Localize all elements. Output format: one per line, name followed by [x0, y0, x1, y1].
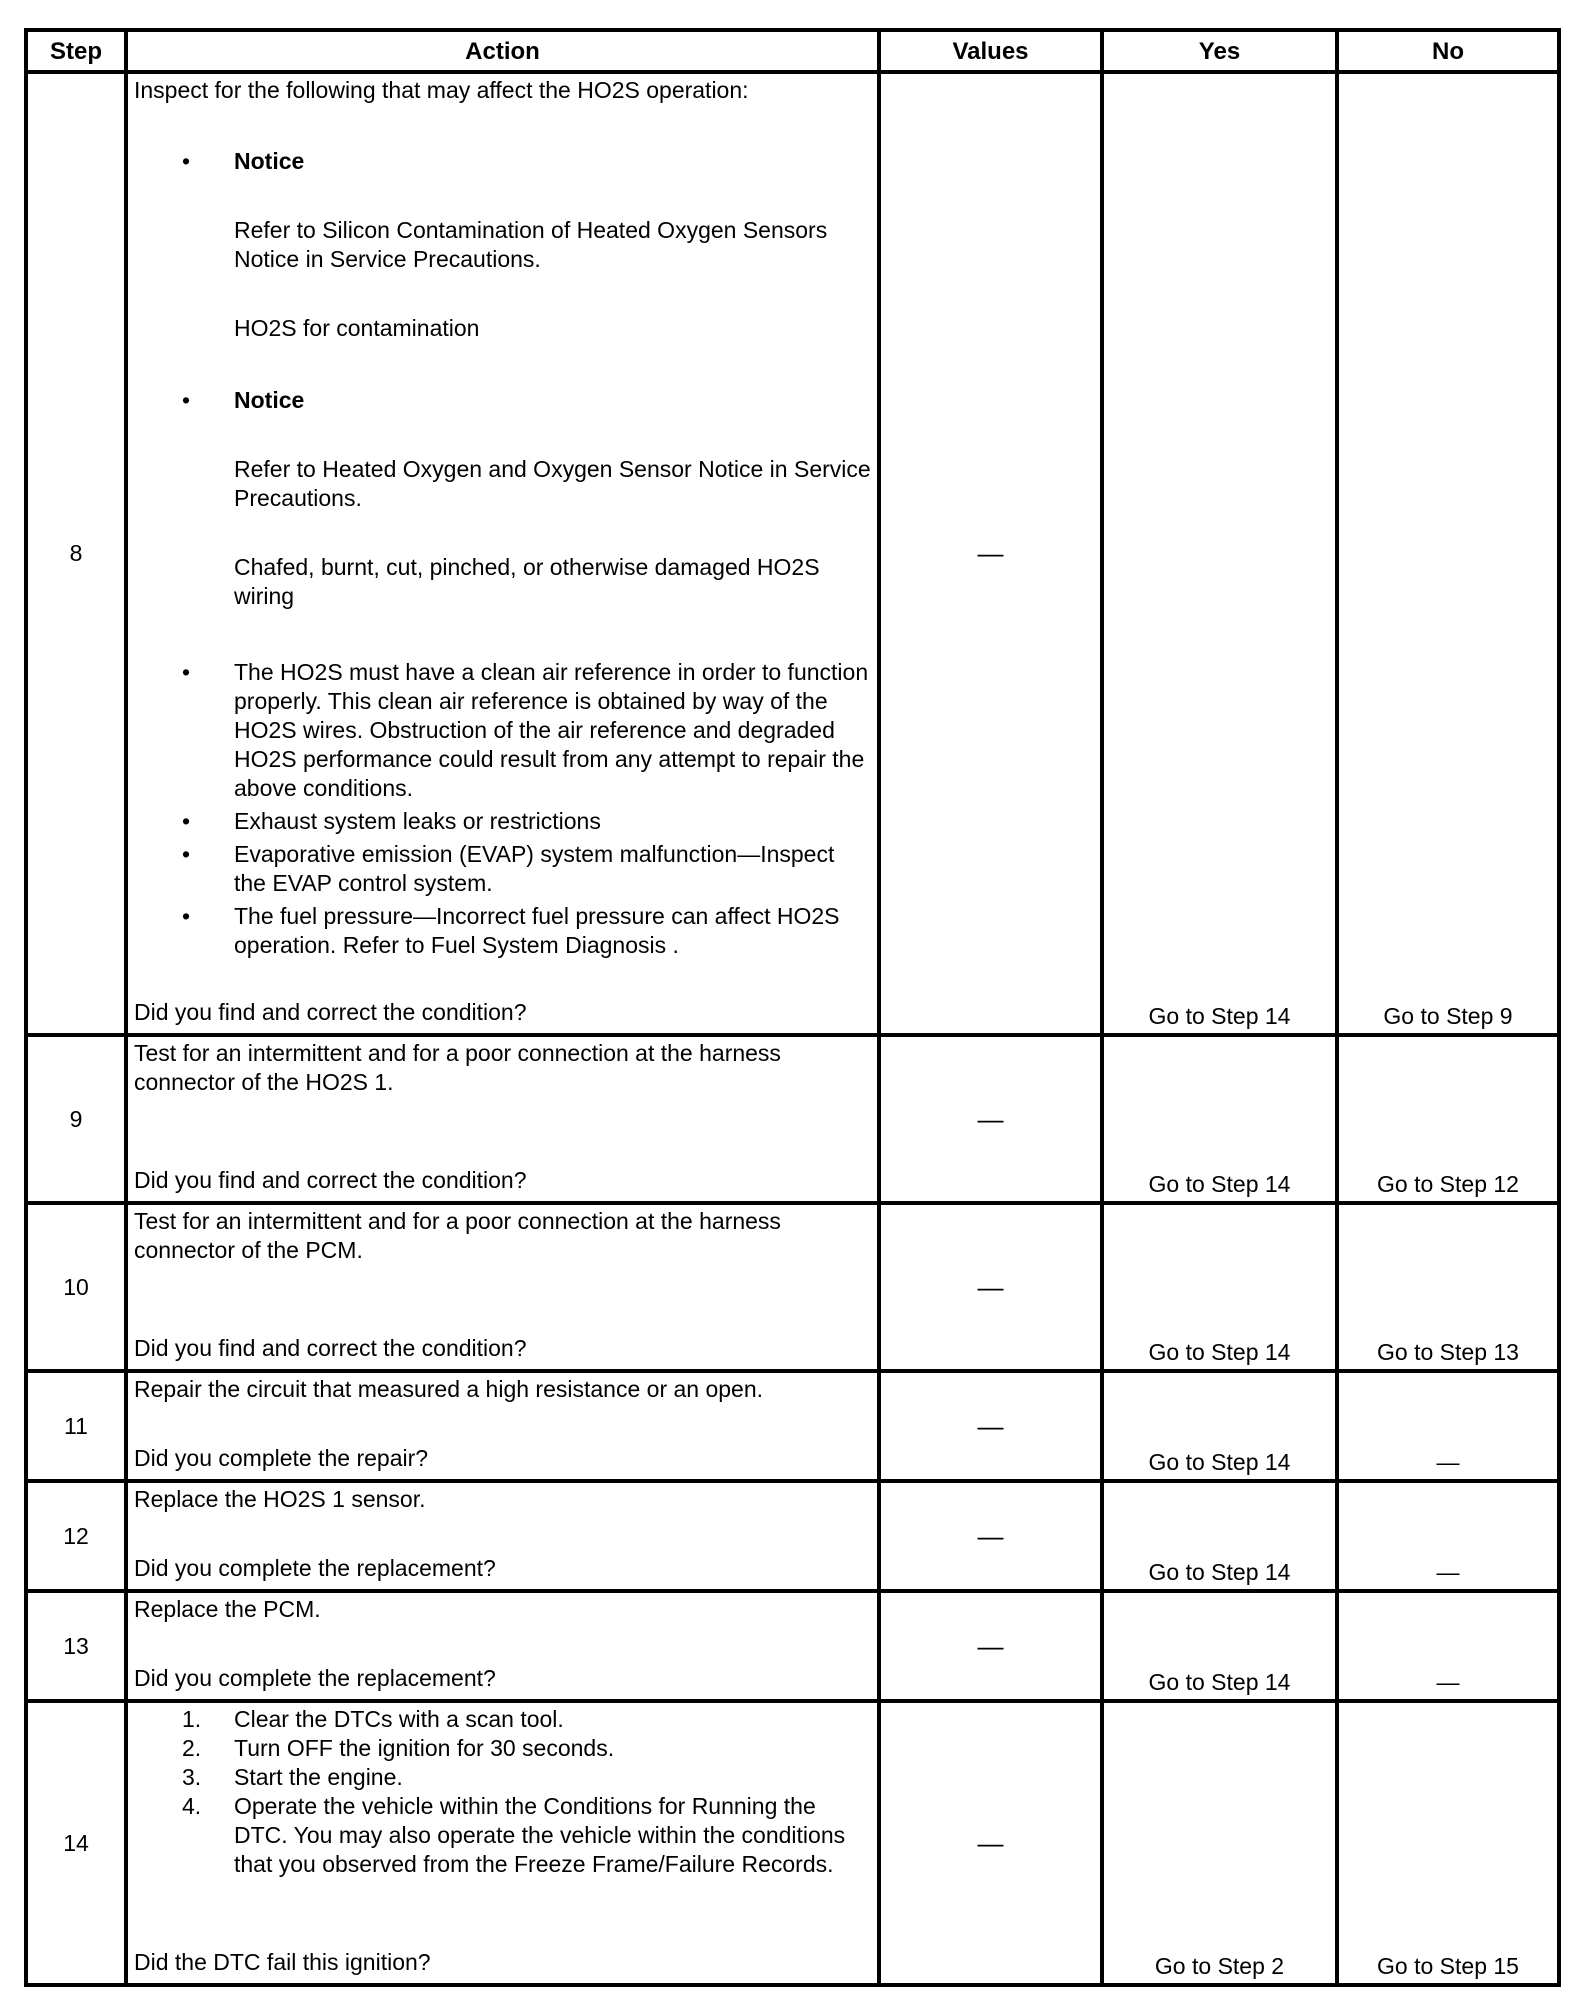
- list-item-text: Start the engine.: [234, 1764, 403, 1790]
- no-cell: —: [1337, 1481, 1559, 1591]
- list-item: [134, 147, 871, 343]
- bullet-icon: •: [182, 659, 191, 685]
- list-number: 2.: [182, 1735, 202, 1761]
- yes-cell: Go to Step 14: [1102, 1481, 1337, 1591]
- values-cell: —: [879, 1701, 1102, 1985]
- values-cell: —: [879, 1203, 1102, 1371]
- table-row: [26, 1481, 1559, 1591]
- header-no: No: [1337, 30, 1559, 72]
- list-item: [134, 386, 871, 611]
- table-row: [26, 1203, 1559, 1371]
- step-number: 12: [26, 1481, 126, 1591]
- procedure-list: [134, 1705, 871, 1879]
- step-number: 8: [26, 72, 126, 1035]
- action-cell: [126, 1701, 879, 1985]
- list-item-text: The fuel pressure—Incorrect fuel pressure can affect HO2S operation. Refer to Fuel System Diagnosis .: [234, 903, 840, 958]
- bullet-icon: •: [182, 841, 191, 867]
- action-text: Repair the circuit that measured a high resistance or an open.: [134, 1376, 764, 1402]
- header-values: Values: [879, 30, 1102, 72]
- no-cell: Go to Step 15: [1337, 1701, 1559, 1985]
- table-row: [26, 1371, 1559, 1481]
- list-item-text: The HO2S must have a clean air reference in order to function properly. This clean air reference is obtained by way of the HO2S wires. Obstruction of the air reference and degraded HO2S performance could result from any attempt to repair the above conditions.: [234, 659, 869, 801]
- action-question: Did the DTC fail this ignition?: [134, 1949, 431, 1975]
- notice-title: Notice: [234, 387, 305, 413]
- action-text: Replace the HO2S 1 sensor.: [134, 1486, 426, 1512]
- values-cell: —: [879, 1035, 1102, 1203]
- yes-cell: Go to Step 14: [1102, 1035, 1337, 1203]
- bullet-icon: •: [182, 148, 191, 174]
- action-text: Test for an intermittent and for a poor connection at the harness connector of the HO2S 1.: [134, 1040, 781, 1095]
- step-number: 10: [26, 1203, 126, 1371]
- table-row: [26, 72, 1559, 1035]
- inspection-item: HO2S for contamination: [234, 315, 480, 341]
- list-item-text: Turn OFF the ignition for 30 seconds.: [234, 1735, 615, 1761]
- list-item: [134, 1705, 871, 1734]
- action-question: Did you complete the replacement?: [134, 1555, 496, 1581]
- list-item-text: Operate the vehicle within the Conditions for Running the DTC. You may also operate the vehicle within the conditions that you observed from the Freeze Frame/Failure Records.: [234, 1793, 846, 1877]
- bullet-icon: •: [182, 903, 191, 929]
- list-item-text: Evaporative emission (EVAP) system malfunction—Inspect the EVAP control system.: [234, 841, 835, 896]
- list-number: 1.: [182, 1706, 202, 1732]
- action-question: Did you complete the repair?: [134, 1445, 429, 1471]
- step-number: 13: [26, 1591, 126, 1701]
- action-question: Did you find and correct the condition?: [134, 1335, 527, 1361]
- list-item-text: Exhaust system leaks or restrictions: [234, 808, 601, 834]
- header-action: Action: [126, 30, 879, 72]
- list-item: [134, 1792, 871, 1879]
- action-question: Did you complete the replacement?: [134, 1665, 496, 1691]
- list-item: [134, 1734, 871, 1763]
- yes-cell: Go to Step 14: [1102, 1203, 1337, 1371]
- action-question: Did you find and correct the condition?: [134, 1167, 527, 1193]
- step-number: 9: [26, 1035, 126, 1203]
- no-cell: —: [1337, 1591, 1559, 1701]
- table-row: [26, 1035, 1559, 1203]
- action-cell: [126, 1371, 879, 1481]
- list-item: [134, 1763, 871, 1792]
- yes-cell: Go to Step 14: [1102, 1591, 1337, 1701]
- bullet-icon: •: [182, 387, 191, 413]
- header-step: Step: [26, 30, 126, 72]
- action-cell: [126, 1481, 879, 1591]
- action-cell: [126, 1591, 879, 1701]
- action-cell: [126, 1035, 879, 1203]
- no-cell: Go to Step 9: [1337, 72, 1559, 1035]
- step-number: 11: [26, 1371, 126, 1481]
- list-item: [134, 807, 871, 836]
- action-text: Inspect for the following that may affect the HO2S operation:: [134, 77, 749, 103]
- list-item: [134, 840, 871, 898]
- values-cell: —: [879, 1591, 1102, 1701]
- yes-cell: Go to Step 14: [1102, 72, 1337, 1035]
- values-cell: —: [879, 1371, 1102, 1481]
- action-cell: [126, 1203, 879, 1371]
- header-yes: Yes: [1102, 30, 1337, 72]
- table-row: [26, 1701, 1559, 1985]
- list-item-text: Clear the DTCs with a scan tool.: [234, 1706, 564, 1732]
- step-number: 14: [26, 1701, 126, 1985]
- no-cell: Go to Step 13: [1337, 1203, 1559, 1371]
- no-cell: Go to Step 12: [1337, 1035, 1559, 1203]
- yes-cell: Go to Step 14: [1102, 1371, 1337, 1481]
- yes-cell: Go to Step 2: [1102, 1701, 1337, 1985]
- notice-list: [134, 147, 871, 611]
- notice-text: Refer to Silicon Contamination of Heated Oxygen Sensors Notice in Service Precautions.: [234, 217, 828, 272]
- notice-text: Refer to Heated Oxygen and Oxygen Sensor Notice in Service Precautions.: [234, 456, 871, 511]
- action-cell: [126, 72, 879, 1035]
- notice-title: Notice: [234, 148, 305, 174]
- values-cell: —: [879, 72, 1102, 1035]
- table-row: [26, 1591, 1559, 1701]
- values-cell: —: [879, 1481, 1102, 1591]
- action-text: Replace the PCM.: [134, 1596, 321, 1622]
- list-item: [134, 902, 871, 960]
- action-question: Did you find and correct the condition?: [134, 999, 527, 1025]
- list-number: 4.: [182, 1793, 202, 1819]
- list-item: [134, 658, 871, 803]
- bullet-icon: •: [182, 808, 191, 834]
- inspection-item: Chafed, burnt, cut, pinched, or otherwise damaged HO2S wiring: [234, 554, 820, 609]
- action-text: Test for an intermittent and for a poor connection at the harness connector of the PCM.: [134, 1208, 781, 1263]
- diagnostic-table: [24, 28, 1561, 1987]
- list-number: 3.: [182, 1764, 202, 1790]
- no-cell: —: [1337, 1371, 1559, 1481]
- condition-list: [134, 658, 871, 960]
- header-row: [26, 30, 1559, 72]
